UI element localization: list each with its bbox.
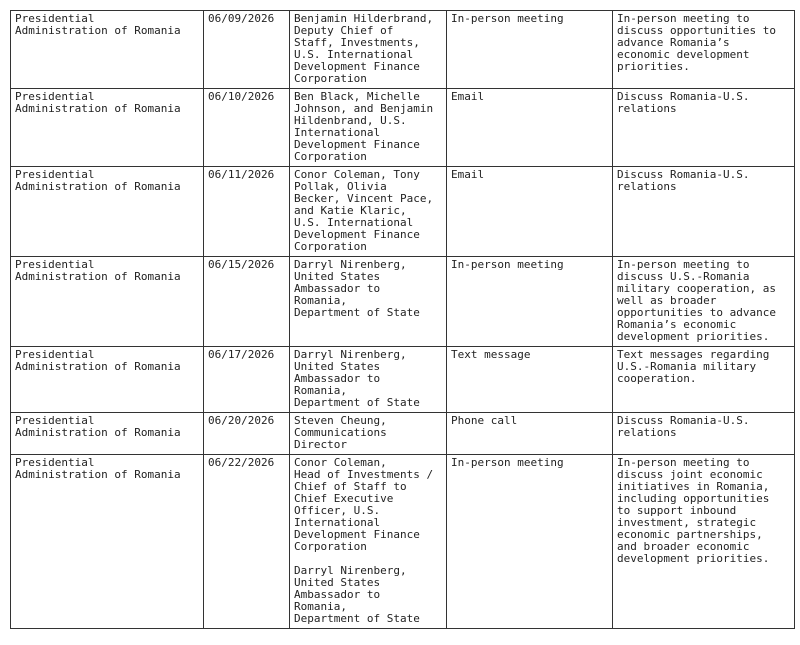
method-cell-text: Text message <box>451 348 531 361</box>
method-cell <box>447 167 613 257</box>
purpose-cell <box>613 455 795 629</box>
date-cell <box>204 167 290 257</box>
contact-paragraph: Conor Coleman, Tony Pollak, Olivia Becker, Vincent Pace, and Katie Klaric, U.S. International Development Finance Corporation <box>294 168 434 253</box>
date-cell <box>204 11 290 89</box>
method-cell-text: Email <box>451 90 485 103</box>
entity-cell-text: Presidential Administration of Romania <box>15 258 181 283</box>
purpose-cell <box>613 347 795 413</box>
table-row <box>11 167 795 257</box>
table-body <box>11 11 795 629</box>
contacts-table <box>10 10 795 629</box>
method-cell-text: In-person meeting <box>451 12 564 25</box>
contact-paragraph: Conor Coleman, Head of Investments / Chief of Staff to Chief Executive Officer, U.S. International Development Finance Corporation <box>294 456 434 553</box>
entity-cell-text: Presidential Administration of Romania <box>15 348 181 373</box>
date-cell <box>204 257 290 347</box>
contacts-cell <box>290 257 447 347</box>
purpose-cell <box>613 413 795 455</box>
contact-paragraph: Steven Cheung, Communications Director <box>294 414 387 451</box>
table-row <box>11 347 795 413</box>
method-cell <box>447 455 613 629</box>
method-cell-text: Phone call <box>451 414 518 427</box>
date-cell-text: 06/11/2026 <box>208 168 275 181</box>
purpose-cell-text: In-person meeting to discuss U.S.-Romania military cooperation, as well as broader opportunities to advance Romania’s economic development priorities. <box>617 258 776 343</box>
date-cell-text: 06/15/2026 <box>208 258 275 271</box>
purpose-cell-text: Discuss Romania-U.S. relations <box>617 414 750 439</box>
purpose-cell-text: Text messages regarding U.S.-Romania military cooperation. <box>617 348 770 385</box>
entity-cell-text: Presidential Administration of Romania <box>15 90 181 115</box>
purpose-cell <box>613 257 795 347</box>
contact-paragraph: Darryl Nirenberg, United States Ambassador to Romania, Department of State <box>294 258 420 319</box>
date-cell <box>204 89 290 167</box>
date-cell-text: 06/09/2026 <box>208 12 275 25</box>
contact-paragraph: Ben Black, Michelle Johnson, and Benjamin Hildenbrand, U.S. International Development Finance Corporation <box>294 90 434 163</box>
entity-cell <box>11 167 204 257</box>
contacts-cell <box>290 455 447 629</box>
entity-cell <box>11 455 204 629</box>
contacts-cell <box>290 413 447 455</box>
table-row <box>11 455 795 629</box>
purpose-cell <box>613 89 795 167</box>
entity-cell <box>11 347 204 413</box>
purpose-cell <box>613 167 795 257</box>
contact-paragraph: Benjamin Hilderbrand, Deputy Chief of Staff, Investments, U.S. International Development Finance Corporation <box>294 12 434 85</box>
contacts-cell <box>290 347 447 413</box>
purpose-cell-text: In-person meeting to discuss opportunities to advance Romania’s economic development priorities. <box>617 12 776 73</box>
contact-paragraph: Darryl Nirenberg, United States Ambassador to Romania, Department of State <box>294 564 420 625</box>
date-cell-text: 06/20/2026 <box>208 414 275 427</box>
date-cell <box>204 455 290 629</box>
entity-cell <box>11 89 204 167</box>
contacts-cell <box>290 11 447 89</box>
contacts-cell <box>290 89 447 167</box>
entity-cell <box>11 257 204 347</box>
entity-cell-text: Presidential Administration of Romania <box>15 414 181 439</box>
purpose-cell-text: In-person meeting to discuss joint economic initiatives in Romania, including opportunities to support inbound investment, strategic economic partnerships, and broader economic development priorities. <box>617 456 770 565</box>
contacts-cell <box>290 167 447 257</box>
date-cell-text: 06/22/2026 <box>208 456 275 469</box>
method-cell <box>447 89 613 167</box>
table-row <box>11 89 795 167</box>
method-cell <box>447 11 613 89</box>
purpose-cell-text: Discuss Romania-U.S. relations <box>617 90 750 115</box>
method-cell <box>447 257 613 347</box>
method-cell-text: Email <box>451 168 485 181</box>
date-cell-text: 06/17/2026 <box>208 348 275 361</box>
method-cell <box>447 413 613 455</box>
contact-paragraph: Darryl Nirenberg, United States Ambassador to Romania, Department of State <box>294 348 420 409</box>
method-cell <box>447 347 613 413</box>
method-cell-text: In-person meeting <box>451 456 564 469</box>
entity-cell <box>11 11 204 89</box>
purpose-cell-text: Discuss Romania-U.S. relations <box>617 168 750 193</box>
method-cell-text: In-person meeting <box>451 258 564 271</box>
date-cell-text: 06/10/2026 <box>208 90 275 103</box>
date-cell <box>204 347 290 413</box>
entity-cell <box>11 413 204 455</box>
purpose-cell <box>613 11 795 89</box>
entity-cell-text: Presidential Administration of Romania <box>15 12 181 37</box>
date-cell <box>204 413 290 455</box>
entity-cell-text: Presidential Administration of Romania <box>15 168 181 193</box>
table-row <box>11 413 795 455</box>
entity-cell-text: Presidential Administration of Romania <box>15 456 181 481</box>
table-row <box>11 11 795 89</box>
table-row <box>11 257 795 347</box>
